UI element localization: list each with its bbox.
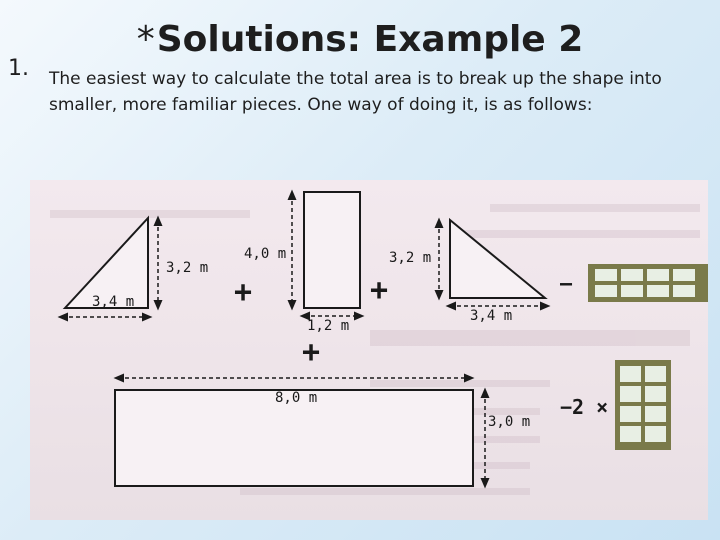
plus-operator-2: + [370, 273, 389, 308]
rectangle-large-width-label: 8,0 m [275, 390, 318, 406]
window-horizontal-icon [588, 264, 708, 302]
triangle-right-base-label: 3,4 m [470, 308, 513, 324]
rectangle-small-height-label: 4,0 m [244, 246, 287, 262]
rectangle-small [244, 192, 360, 334]
triangle-left-base-label: 3,4 m [92, 294, 135, 310]
minus-operator: – [560, 271, 573, 295]
slide-title [0, 18, 720, 62]
figure-drawing [30, 180, 708, 520]
scanned-figure [30, 180, 708, 520]
rectangle-small-width-label: 1,2 m [307, 318, 350, 334]
plus-operator-3: + [302, 335, 321, 370]
rectangle-large-height-label: 3,0 m [488, 414, 531, 430]
rectangle-large [115, 378, 530, 486]
title-text: Solutions: Example 2 [156, 19, 584, 60]
list-number: 1. [8, 56, 29, 81]
triangle-left [62, 218, 208, 317]
triangle-left-height-label: 3,2 m [166, 260, 209, 276]
paragraph-text: The easiest way to calculate the total area is to break up the shape into smaller, more familiar pieces. One way of doing it, is as follows: [49, 69, 662, 115]
window-vertical-icon [615, 360, 671, 450]
triangle-right-height-label: 3,2 m [389, 250, 432, 266]
plus-operator-1: + [234, 275, 253, 310]
minus-two-times-operator: −2 × [560, 395, 609, 419]
title-marker: * [136, 19, 155, 60]
